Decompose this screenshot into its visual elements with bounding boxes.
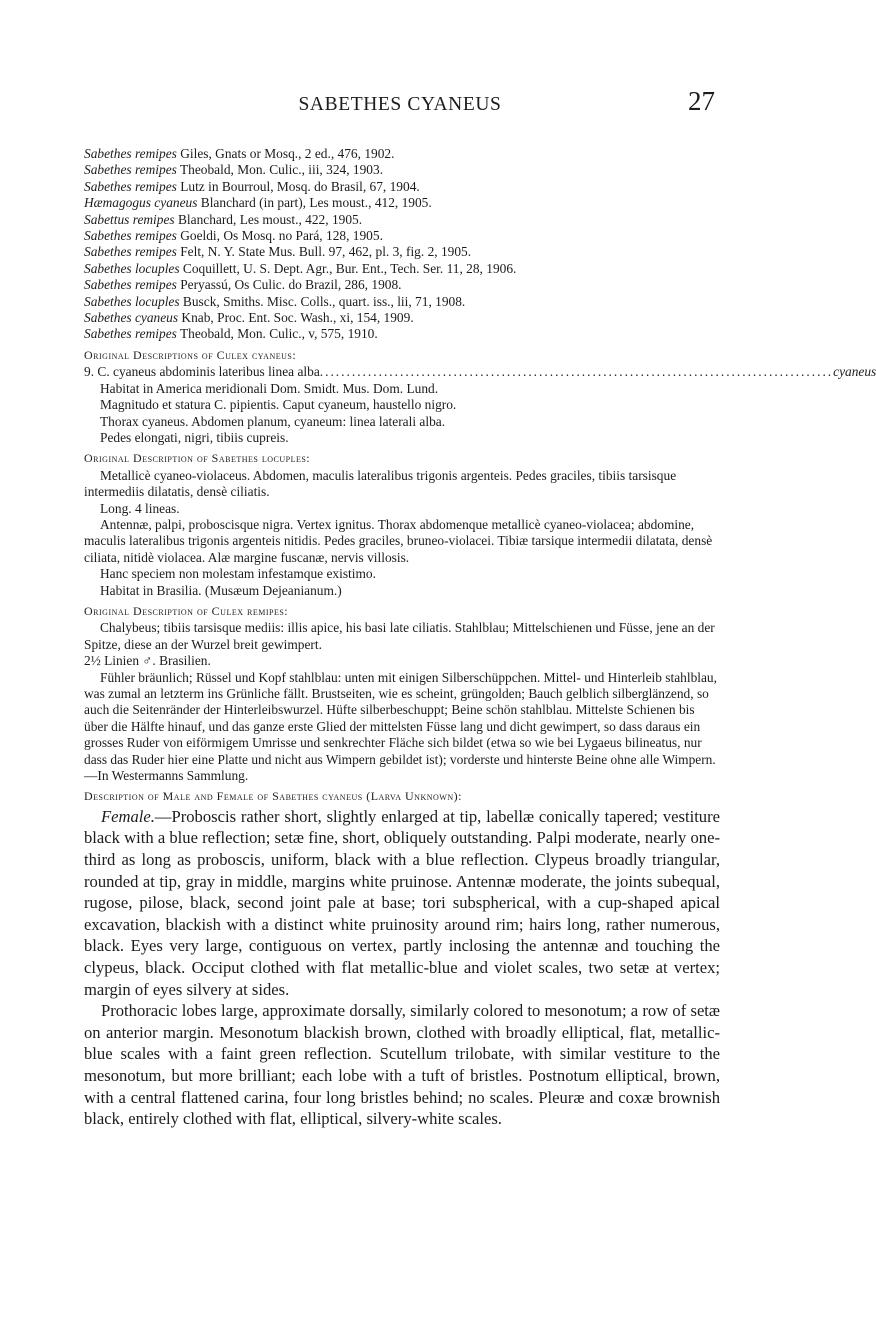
page-number: 27 xyxy=(688,86,715,116)
citation: Goeldi, Os Mosq. no Pará, 128, 1905. xyxy=(176,228,383,244)
synonymy-entry xyxy=(84,294,720,310)
synonymy-list xyxy=(84,146,720,343)
description-paragraph: Metallicè cyaneo-violaceus. Abdomen, maculis lateralibus trigonis argenteis. Pedes graciles, tibiis tarsisque intermediis dilatatis, densè ciliatis. xyxy=(84,467,677,500)
synonymy-entry xyxy=(84,146,720,162)
citation: Lutz in Bourroul, Mosq. do Brasil, 67, 1904. xyxy=(176,178,420,194)
citation: Giles, Gnats or Mosq., 2 ed., 476, 1902. xyxy=(176,146,395,161)
body-paragraph xyxy=(84,806,720,1000)
taxon-name: Sabethes remipes xyxy=(84,162,177,178)
description-paragraph: 2½ Linien ♂. Brasilien. xyxy=(84,653,211,669)
citation: Knab, Proc. Ent. Soc. Wash., xi, 154, 1909. xyxy=(178,310,414,326)
running-title: SABETHES CYANEUS xyxy=(298,94,502,115)
section-male-female xyxy=(84,788,720,1129)
leader-line xyxy=(84,364,876,380)
description-paragraph: Long. 4 lineas. xyxy=(100,500,180,516)
synonymy-entry xyxy=(84,277,720,293)
synonymy-entry xyxy=(84,261,720,277)
citation: Theobald, Mon. Culic., v, 575, 1910. xyxy=(176,326,378,342)
section-heading: Original Description of Sabethes locuples: xyxy=(84,451,311,466)
taxon-name: Sabethes cyaneus xyxy=(84,310,179,326)
taxon-name: Sabethes remipes xyxy=(84,326,177,342)
citation: Coquillett, U. S. Dept. Agr., Bur. Ent., Tech. Ser. 11, 28, 1906. xyxy=(179,260,517,276)
paragraph-lead: Female. xyxy=(101,806,155,826)
leader-dots: ................................................................................................ xyxy=(319,364,834,380)
taxon-name: Sabethes remipes xyxy=(84,146,177,161)
description-line: Thorax cyaneus. Abdomen planum, cyaneum: linea laterali alba. xyxy=(100,413,446,429)
taxon-name: Hæmagogus cyaneus xyxy=(84,195,198,211)
description-paragraph: Chalybeus; tibiis tarsisque mediis: illis apice, his basi late ciliatis. Stahlblau; Mittelschienen und Füsse, jene an der Spitze, diese an der Wurzel breit gewimpert. xyxy=(84,620,715,652)
section-heading: Original Descriptions of Culex cyaneus: xyxy=(84,347,297,362)
synonymy-entry xyxy=(84,162,720,178)
synonymy-entry xyxy=(84,212,720,228)
synonymy-entry xyxy=(84,310,720,326)
synonymy-entry xyxy=(84,228,720,244)
section-culex-cyaneus xyxy=(84,347,876,446)
synonymy-entry xyxy=(84,179,720,195)
taxon-name: Sabethes remipes xyxy=(84,277,177,293)
leader-name: cyaneus xyxy=(833,364,876,380)
description-line: Habitat in America meridionali Dom. Smidt. Mus. Dom. Lund. xyxy=(100,380,439,396)
paragraph-text: Prothoracic lobes large, approximate dorsally, similarly colored to mesonotum; a row of setæ on anterior margin. Mesonotum blackish brown, clothed with broadly elliptical, flat, metallic-blue scales with a faint green reflection. Scutellum trilobate, with similar vestiture to the mesonotum, but more brilliant; each lobe with a tuft of bristles. Postnotum elliptical, brown, with a central flattened carina, four long bristles behind; no scales. Pleuræ and coxæ brownish black, entirely clothed with flat, elliptical, silvery-white scales. xyxy=(84,1001,720,1129)
taxon-name: Sabethes remipes xyxy=(84,178,177,194)
taxon-name: Sabethes remipes xyxy=(84,228,177,244)
taxon-name: Sabettus remipes xyxy=(84,211,175,227)
page-content xyxy=(84,146,876,1130)
running-head xyxy=(0,88,800,122)
paragraph-text: —Proboscis rather short, slightly enlarged at tip, labellæ conically tapered; vestiture black with a blue reflection; setæ fine, short, obliquely outstanding. Palpi moderate, nearly one-third as long as proboscis, uniform, black with a blue reflection. Clypeus broadly triangular, rounded at tip, gray in middle, margins white pruinose. Antennæ moderate, the joints subequal, rugose, pilose, black, second joint pale at base; tori subspherical, with a cup-shaped apical excavation, blackish with a distinct white pruinosity around rim; hairs long, rather numerous, black. Eyes very large, contiguous on vertex, partly inclosing the antennæ and touching the clypeus, black. Occiput clothed with flat metallic-blue and violet scales, two setæ at vertex; margin of eyes silvery at sides. xyxy=(84,806,720,999)
description-line: Pedes elongati, nigri, tibiis cupreis. xyxy=(100,429,289,445)
citation: Peryassú, Os Culic. do Brazil, 286, 1908. xyxy=(176,277,402,293)
body-paragraph xyxy=(84,1000,720,1130)
citation: Theobald, Mon. Culic., iii, 324, 1903. xyxy=(176,162,384,178)
citation: Blanchard, Les moust., 422, 1905. xyxy=(174,211,363,227)
description-line: Magnitudo et statura C. pipientis. Caput cyaneum, haustello nigro. xyxy=(100,397,457,413)
section-sabethes-locuples xyxy=(84,450,720,599)
taxon-name: Sabethes locuples xyxy=(84,293,180,309)
leader-text: 9. C. cyaneus abdominis lateribus linea alba xyxy=(84,364,320,380)
synonymy-entry xyxy=(84,195,720,211)
taxon-name: Sabethes locuples xyxy=(84,260,180,276)
description-paragraph: Hanc speciem non molestam infestamque existimo. xyxy=(100,566,376,582)
description-paragraph: Habitat in Brasilia. (Musæum Dejeanianum.) xyxy=(100,582,342,598)
citation: Busck, Smiths. Misc. Colls., quart. iss., lii, 71, 1908. xyxy=(179,293,466,309)
taxon-name: Sabethes remipes xyxy=(84,244,177,260)
citation: Blanchard (in part), Les moust., 412, 1905. xyxy=(197,195,432,211)
citation: Felt, N. Y. State Mus. Bull. 97, 462, pl. 3, fig. 2, 1905. xyxy=(176,244,472,260)
section-heading: Description of Male and Female of Sabethes cyaneus (Larva Unknown): xyxy=(84,789,462,804)
section-heading: Original Description of Culex remipes: xyxy=(84,603,289,618)
description-paragraph: Fühler bräunlich; Rüssel und Kopf stahlblau: unten mit einigen Silberschüppchen. Mittel- und Hinterleib stahlblau, was zumal an letzterm ins Grünliche fällt. Brustseiten, wie es scheint, grüngolden; Bauch gelblich silberglänzend, so auch die Seitenränder der Hinterleibswurzel. Hüfte silberbeschuppt; Beine schön stahlblau. Mittelste Schienen bis über die Hälfte hinauf, und das ganze erste Glied der mittelsten Füsse lang und dicht gewimpert, so dass daraus ein grosses Ruder von eiförmigem Umrisse und senkrechter Fläche sich bildet (etwa so wie bei Lygaeus bilineatus, nur dass das Ruder hier eine Platte und nicht aus Wimpern gebildet ist); vorderste und hinterste Beine ohne alle Wimpern.—In Westermanns Sammlung. xyxy=(84,669,717,784)
description-paragraph: Antennæ, palpi, proboscisque nigra. Vertex ignitus. Thorax abdomenque metallicè cyaneo-violacea; abdomine, maculis lateralibus trigonis argenteis nitidis. Pedes graciles, bruneo-violacei. Tibiæ tarsique intermedii dilatata, densè ciliata, nitidè violacea. Alæ margine fuscanæ, nervis villosis. xyxy=(84,516,713,565)
synonymy-entry xyxy=(84,326,720,342)
section-culex-remipes xyxy=(84,603,720,784)
synonymy-entry xyxy=(84,244,720,260)
